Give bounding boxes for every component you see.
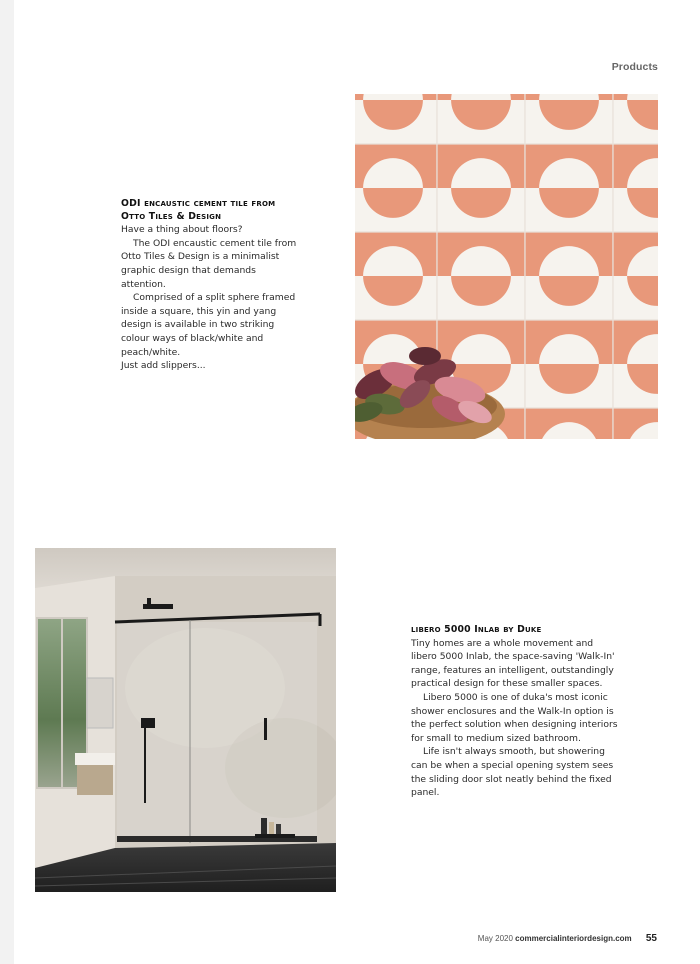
- article-title: ODI encaustic cement tile from Otto Tiles & Design: [121, 198, 276, 222]
- article-title: libero 5000 Inlab by Duke: [411, 624, 542, 635]
- encaustic-tile: [525, 94, 613, 144]
- encaustic-tile: [355, 232, 437, 320]
- article-paragraph: Tiny homes are a whole movement and libero 5000 Inlab, the space-saving 'Walk-In' range, features an intelligent, outstandingly practical design for these smaller spaces.: [411, 637, 615, 690]
- issue-date: May 2020: [477, 934, 513, 943]
- encaustic-tile: [525, 232, 613, 320]
- article-paragraph: Just add slippers...: [121, 360, 206, 372]
- encaustic-tile: [613, 144, 658, 232]
- page-footer: [0, 933, 657, 944]
- encaustic-tile: [355, 144, 437, 232]
- encaustic-tile: [525, 408, 613, 439]
- encaustic-tile: [613, 232, 658, 320]
- article-paragraph: The ODI encaustic cement tile from Otto Tiles & Design is a minimalist graphic design that demands attention.: [121, 237, 297, 290]
- article-libero-shower: [411, 624, 619, 800]
- section-label: Products: [611, 61, 658, 73]
- article-paragraph: Have a thing about floors?: [121, 224, 243, 236]
- encaustic-tile: [613, 94, 658, 144]
- article-paragraph: Life isn't always smooth, but showering can be when a special opening system sees the sliding door slot neatly behind the fixed panel.: [411, 746, 614, 799]
- tile-photo: [355, 94, 658, 439]
- shower-illustration: [35, 548, 336, 892]
- article-paragraph: Comprised of a split sphere framed inside a square, this yin and yang design is available in two striking colour ways of black/white and peach/white.: [121, 292, 296, 358]
- encaustic-tile: [613, 408, 658, 439]
- encaustic-tile: [437, 94, 525, 144]
- encaustic-tile: [437, 144, 525, 232]
- encaustic-tile: [525, 144, 613, 232]
- tile-pattern: [355, 94, 658, 439]
- shower-photo: [35, 548, 336, 892]
- article-odi-tile: [121, 198, 303, 373]
- page-gutter: [0, 0, 14, 964]
- website-link[interactable]: commercialinteriordesign.com: [515, 934, 632, 943]
- article-paragraph: Libero 5000 is one of duka's most iconic shower enclosures and the Walk-In option is the perfect solution when designing interiors for small to medium sized bathroom.: [411, 691, 618, 744]
- encaustic-tile: [525, 320, 613, 408]
- encaustic-tile: [437, 232, 525, 320]
- encaustic-tile: [613, 320, 658, 408]
- page-number: 55: [645, 933, 657, 944]
- encaustic-tile: [355, 94, 437, 144]
